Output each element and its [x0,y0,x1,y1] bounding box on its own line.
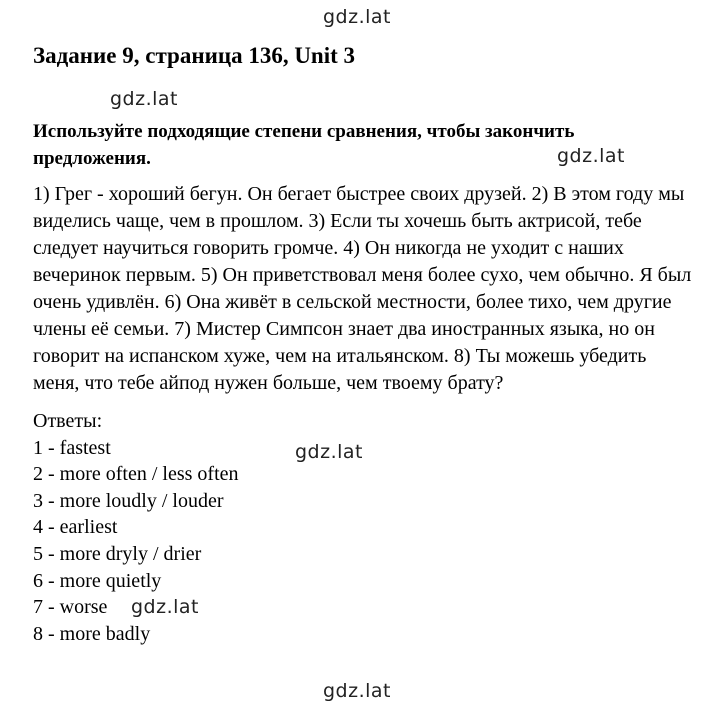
answer-item: 8 - more badly [33,622,151,645]
watermark-bottom: gdz.lat [323,680,392,702]
exercise-line: меня, что тебе айпод нужен больше, чем твоему брату? [33,372,504,394]
answers-heading: Ответы: [33,410,103,432]
exercise-line: говорит на испанском хуже, чем на итальянском. 8) Ты можешь убедить [33,345,647,367]
answer-item: 1 - fastest [33,436,111,459]
page-title: Задание 9, страница 136, Unit 3 [33,43,356,68]
exercise-line: вечеринок первым. 5) Он приветствовал меня более сухо, чем обычно. Я был [33,264,692,286]
watermark-answer-7: gdz.lat [131,596,200,618]
exercise-line: следует научиться говорить громче. 4) Он никогда не уходит с наших [33,237,624,259]
exercise-text [33,181,705,397]
instruction-line-1: Используйте подходящие степени сравнения, чтобы закончить [33,121,575,142]
watermark-under-title: gdz.lat [110,88,179,110]
answer-item: 2 - more often / less often [33,463,239,486]
exercise-line: очень удивлён. 6) Она живёт в сельской местности, более тихо, чем другие [33,291,672,313]
answer-item: 5 - more dryly / drier [33,542,202,565]
exercise-line: виделись чаще, чем в прошлом. 3) Если ты хочешь быть актрисой, тебе [33,210,642,232]
exercise-line: члены её семьи. 7) Мистер Симпсон знает два иностранных языка, но он [33,318,655,340]
instruction-line-2: предложения. [33,148,151,169]
answer-item: 6 - more quietly [33,569,162,592]
watermark-answers: gdz.lat [295,441,364,463]
answer-item: 3 - more loudly / louder [33,489,224,512]
answer-item: 4 - earliest [33,516,118,539]
answer-item: 7 - worse [33,596,108,619]
watermark-top: gdz.lat [323,6,392,28]
exercise-line: 1) Грег - хороший бегун. Он бегает быстрее своих друзей. 2) В этом году мы [33,183,685,205]
watermark-instruction: gdz.lat [557,145,626,167]
